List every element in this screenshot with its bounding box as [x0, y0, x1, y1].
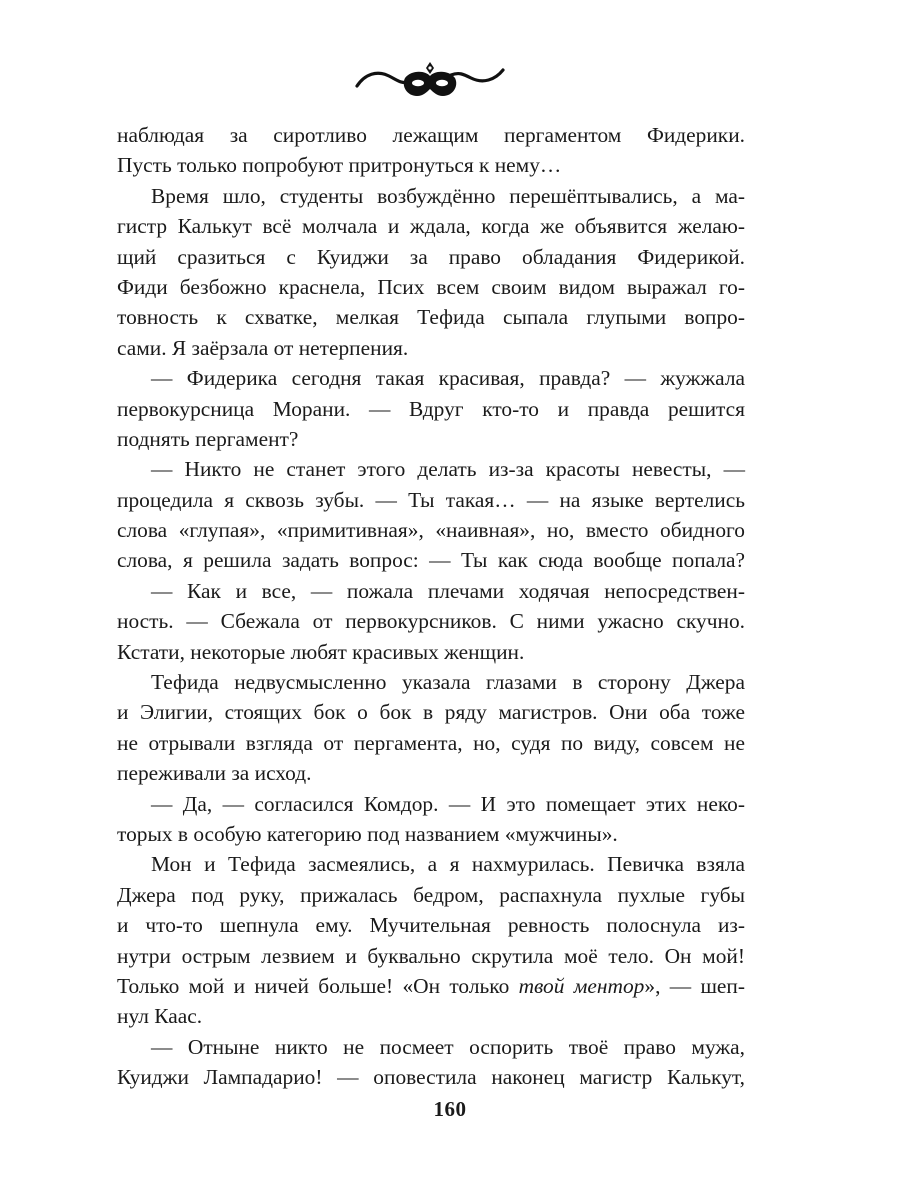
text-line: — Да, — согласился Комдор. — И это помещает этих неко-	[151, 791, 745, 816]
text-line: Пусть только попробуют притронуться к нему…	[117, 153, 562, 178]
text-line: Куиджи Лампадарио! — оповестила наконец магистр Калькут,	[117, 1065, 745, 1090]
text-line: сами. Я заёрзала от нетерпения.	[117, 335, 409, 360]
text-line: наблюдая за сиротливо лежащим пергаментом Фидерики.	[117, 123, 745, 147]
text-line: поднять пергамент?	[117, 426, 299, 451]
text-line: щий сразиться с Куиджи за право обладания Фидерикой.	[117, 244, 745, 269]
text-line: ность. — Сбежала от первокурсников. С ними ужасно скучно.	[117, 609, 745, 634]
text-line: — Отныне никто не посмеет оспорить твоё право мужа,	[151, 1034, 745, 1059]
text-line: не отрывали взгляда от пергамента, но, судя по виду, совсем не	[117, 730, 745, 755]
text-line: Джера под руку, прижалась бедром, распахнула пухлые губы	[117, 882, 745, 907]
text-line: и Элигии, стоящих бок о бок в ряду магистров. Они оба тоже	[117, 700, 745, 725]
body-text	[117, 120, 745, 1093]
text-line: слова, я решила задать вопрос: — Ты как сюда вообще попала?	[117, 548, 745, 573]
text-line: Тефида недвусмысленно указала глазами в сторону Джера	[151, 670, 745, 695]
text-line: Фиди безбожно краснела, Псих всем своим видом выражал го-	[117, 274, 745, 299]
text-line: — Никто не станет этого делать из-за красоты невесты, —	[151, 457, 745, 482]
text-segment: Только мой и ничей больше! «Он только	[117, 973, 519, 998]
text-line-with-italic	[117, 971, 745, 1001]
mask-ornament-icon	[355, 56, 505, 102]
text-line: товность к схватке, мелкая Тефида сыпала глупыми вопро-	[117, 305, 745, 330]
text-line: торых в особую категорию под названием «мужчины».	[117, 821, 618, 846]
text-line: — Фидерика сегодня такая красивая, правда? — жужжала	[151, 366, 745, 391]
text-line: нутри острым лезвием и буквально скрутила моё тело. Он мой!	[117, 943, 745, 968]
text-line: процедила я сквозь зубы. — Ты такая… — на языке вертелись	[117, 487, 745, 512]
text-line: и что-то шепнула ему. Мучительная ревность полоснула из-	[117, 913, 745, 938]
text-line: слова «глупая», «примитивная», «наивная», но, вместо обидного	[117, 518, 745, 543]
text-line: первокурсница Морани. — Вдруг кто-то и правда решится	[117, 396, 745, 421]
text-segment: », — шеп-	[644, 973, 745, 998]
text-line: Кстати, некоторые любят красивых женщин.	[117, 639, 525, 664]
italic-phrase: твой ментор	[518, 973, 645, 998]
page-number: 160	[433, 1097, 467, 1121]
text-line: Время шло, студенты возбуждённо перешёптывались, а ма-	[151, 183, 745, 208]
text-line: гистр Калькут всё молчала и ждала, когда же объявится желаю-	[117, 214, 745, 239]
text-line: — Как и все, — пожала плечами ходячая непосредствен-	[151, 578, 745, 603]
text-line: нул Каас.	[117, 1004, 203, 1029]
text-line: Мон и Тефида засмеялись, а я нахмурилась. Певичка взяла	[151, 852, 745, 877]
text-line: переживали за исход.	[117, 761, 312, 786]
